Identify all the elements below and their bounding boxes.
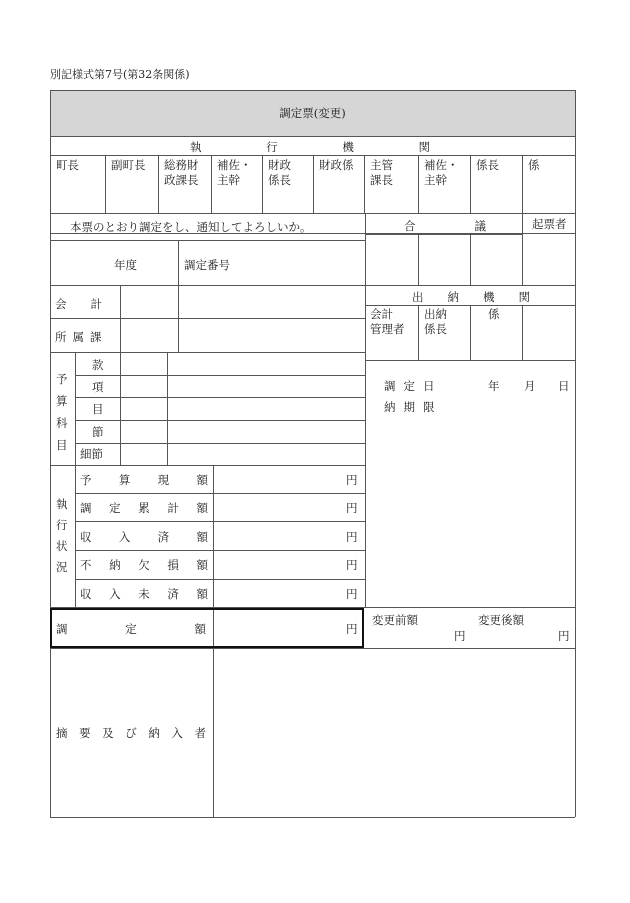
sj-c1: 行	[56, 518, 68, 532]
grid-vline	[211, 155, 212, 213]
suitou-heading	[412, 289, 530, 305]
status-row-char: 現	[157, 473, 170, 487]
status-row-yen: 円	[346, 473, 358, 487]
grid-hline	[365, 234, 522, 235]
status-row-label	[80, 529, 208, 545]
exec-heading-c3: 関	[418, 140, 430, 154]
tekiyo-char: 摘	[56, 726, 68, 740]
grid-hline	[75, 579, 365, 580]
grid-hline	[75, 397, 365, 398]
status-row-char: 額	[196, 587, 208, 601]
tekiyo-char: 者	[194, 726, 206, 740]
status-row-char: 定	[109, 501, 121, 515]
status-row-char: 累	[138, 501, 150, 515]
kamoku-level-label: 節	[92, 425, 104, 439]
approver-label: 主管 課長	[370, 158, 393, 187]
approver-label: 係長	[476, 158, 499, 172]
grid-vline	[178, 285, 179, 352]
status-row-char: 調	[80, 501, 92, 515]
grid-hline	[50, 213, 575, 214]
grid-hline	[50, 285, 365, 286]
grid-hline	[75, 443, 365, 444]
cg-c1: 定	[125, 622, 137, 636]
yk-c2: 科	[56, 416, 68, 430]
kaikei-label: 会計	[55, 297, 126, 311]
approver-label: 補佐・ 主幹	[424, 158, 459, 187]
grid-hline	[50, 240, 365, 241]
approver-label: 補佐・ 主幹	[217, 158, 252, 187]
chotei-gaku-label	[56, 621, 206, 637]
kihyousha-label: 起票者	[532, 217, 567, 231]
grid-vline	[50, 90, 51, 817]
status-row-char: 算	[118, 473, 131, 487]
status-row-label	[80, 472, 208, 488]
status-row-label	[80, 586, 208, 602]
grid-vline	[262, 155, 263, 213]
approver-label: 副町長	[111, 158, 146, 172]
grid-vline	[418, 234, 419, 285]
status-row-yen: 円	[346, 587, 358, 601]
cg-c0: 調	[56, 622, 68, 636]
chotei-gaku-yen: 円	[346, 622, 358, 636]
status-row-char: 欠	[138, 558, 150, 572]
grid-hline	[50, 318, 365, 319]
grid-vline	[418, 155, 419, 213]
tekiyo-char: び	[125, 726, 137, 740]
tekiyo-label	[56, 725, 206, 741]
yk-c0: 予	[56, 372, 68, 386]
status-row-label	[80, 557, 208, 573]
sj-c3: 況	[56, 560, 68, 574]
approver-label: 財政係	[319, 158, 354, 172]
grid-vline	[105, 155, 106, 213]
form-title: 調定票(変更)	[279, 106, 346, 120]
kamoku-level-label: 目	[92, 402, 104, 416]
status-row-yen: 円	[346, 530, 358, 544]
cg-c2: 額	[194, 622, 206, 636]
exec-heading-c0: 執	[190, 140, 202, 154]
status-row-yen: 円	[346, 501, 358, 515]
status-row-char: 額	[196, 558, 208, 572]
grid-vline	[522, 213, 523, 285]
grid-hline	[50, 465, 365, 466]
henko-go-label: 変更後額	[478, 613, 524, 627]
gougi-c0: 合	[404, 219, 416, 233]
henko-go-yen: 円	[558, 629, 570, 643]
grid-hline	[365, 285, 575, 286]
grid-vline	[364, 155, 365, 213]
kamoku-level-label: 款	[92, 358, 104, 372]
grid-vline	[75, 352, 76, 607]
grid-vline	[470, 305, 471, 360]
grid-vline	[418, 305, 419, 360]
henko-mae-label: 変更前額	[372, 613, 418, 627]
status-row-char: 収	[80, 587, 92, 601]
grid-hline	[50, 817, 575, 818]
grid-hline	[75, 420, 365, 421]
status-row-char: 入	[109, 587, 121, 601]
grid-hline	[365, 360, 575, 361]
suitou-c1: 納	[447, 290, 459, 304]
nounyu-kigen-label: 納期限	[384, 400, 443, 414]
exec-heading-c2: 機	[342, 140, 354, 154]
grid-hline	[75, 493, 365, 494]
grid-vline	[365, 213, 366, 607]
suitou-role-label: 係	[488, 307, 500, 321]
suitou-c2: 機	[483, 290, 495, 304]
status-row-char: 収	[80, 530, 92, 544]
yk-c1: 算	[56, 394, 68, 408]
chotei-bi-label: 調定日	[384, 379, 443, 393]
kamoku-level-label: 細節	[80, 447, 103, 461]
nendo-label: 年度	[114, 258, 137, 272]
status-row-char: 計	[167, 501, 179, 515]
status-row-char: 不	[80, 558, 92, 572]
grid-hline	[50, 136, 575, 137]
approver-label: 町長	[56, 158, 79, 172]
yk-c3: 目	[56, 438, 68, 452]
exec-heading	[190, 139, 430, 155]
gougi-c1: 議	[474, 219, 486, 233]
yosan-kamoku-label	[56, 368, 68, 456]
grid-vline	[158, 155, 159, 213]
grid-vline	[522, 305, 523, 360]
status-row-char: 納	[109, 558, 121, 572]
status-row-label	[80, 500, 208, 516]
grid-hline	[75, 375, 365, 376]
grid-hline	[75, 550, 365, 551]
status-row-yen: 円	[346, 558, 358, 572]
status-row-char: 損	[167, 558, 179, 572]
date-day: 日	[558, 379, 570, 393]
kamoku-level-label: 項	[92, 380, 104, 394]
shozokuka-label: 所属課	[55, 330, 108, 344]
approver-label: 係	[528, 158, 540, 172]
grid-vline	[120, 352, 121, 465]
request-text: 本票のとおり調定をし、通知してよろしいか。	[70, 220, 312, 234]
date-year: 年	[488, 379, 500, 393]
grid-vline	[178, 240, 179, 285]
grid-vline	[522, 155, 523, 213]
grid-hline	[50, 352, 365, 353]
grid-vline	[470, 155, 471, 213]
status-row-char: 入	[118, 530, 131, 544]
sj-c0: 執	[56, 497, 68, 511]
suitou-role-label: 会計 管理者	[370, 307, 405, 336]
approver-label: 財政 係長	[268, 158, 291, 187]
status-row-char: 済	[157, 530, 170, 544]
grid-vline	[167, 352, 168, 465]
sj-c2: 状	[56, 539, 68, 553]
grid-vline	[470, 234, 471, 285]
date-month: 月	[524, 379, 536, 393]
status-row-char: 済	[167, 587, 179, 601]
exec-heading-c1: 行	[266, 140, 278, 154]
approver-label: 総務財 政課長	[164, 158, 199, 187]
grid-hline	[50, 648, 575, 649]
tekiyo-char: 及	[102, 726, 114, 740]
tekiyo-char: 納	[148, 726, 160, 740]
suitou-role-label: 出納 係長	[424, 307, 447, 336]
status-row-char: 額	[196, 501, 208, 515]
status-row-char: 額	[196, 473, 208, 487]
status-row-char: 予	[80, 473, 92, 487]
grid-hline	[50, 90, 575, 91]
tekiyo-char: 要	[79, 726, 91, 740]
chotei-bango-label: 調定番号	[184, 258, 230, 272]
suitou-c3: 関	[518, 290, 530, 304]
tekiyo-char: 入	[171, 726, 183, 740]
form-caption: 別記様式第7号(第32条関係)	[50, 68, 190, 81]
grid-vline	[575, 90, 576, 817]
status-row-char: 額	[196, 530, 208, 544]
suitou-c0: 出	[412, 290, 424, 304]
shikko-jokyo-label	[56, 494, 68, 578]
henko-mae-yen: 円	[454, 629, 466, 643]
grid-vline	[313, 155, 314, 213]
gougi-label	[404, 218, 486, 234]
grid-hline	[75, 521, 365, 522]
status-row-char: 未	[138, 587, 150, 601]
